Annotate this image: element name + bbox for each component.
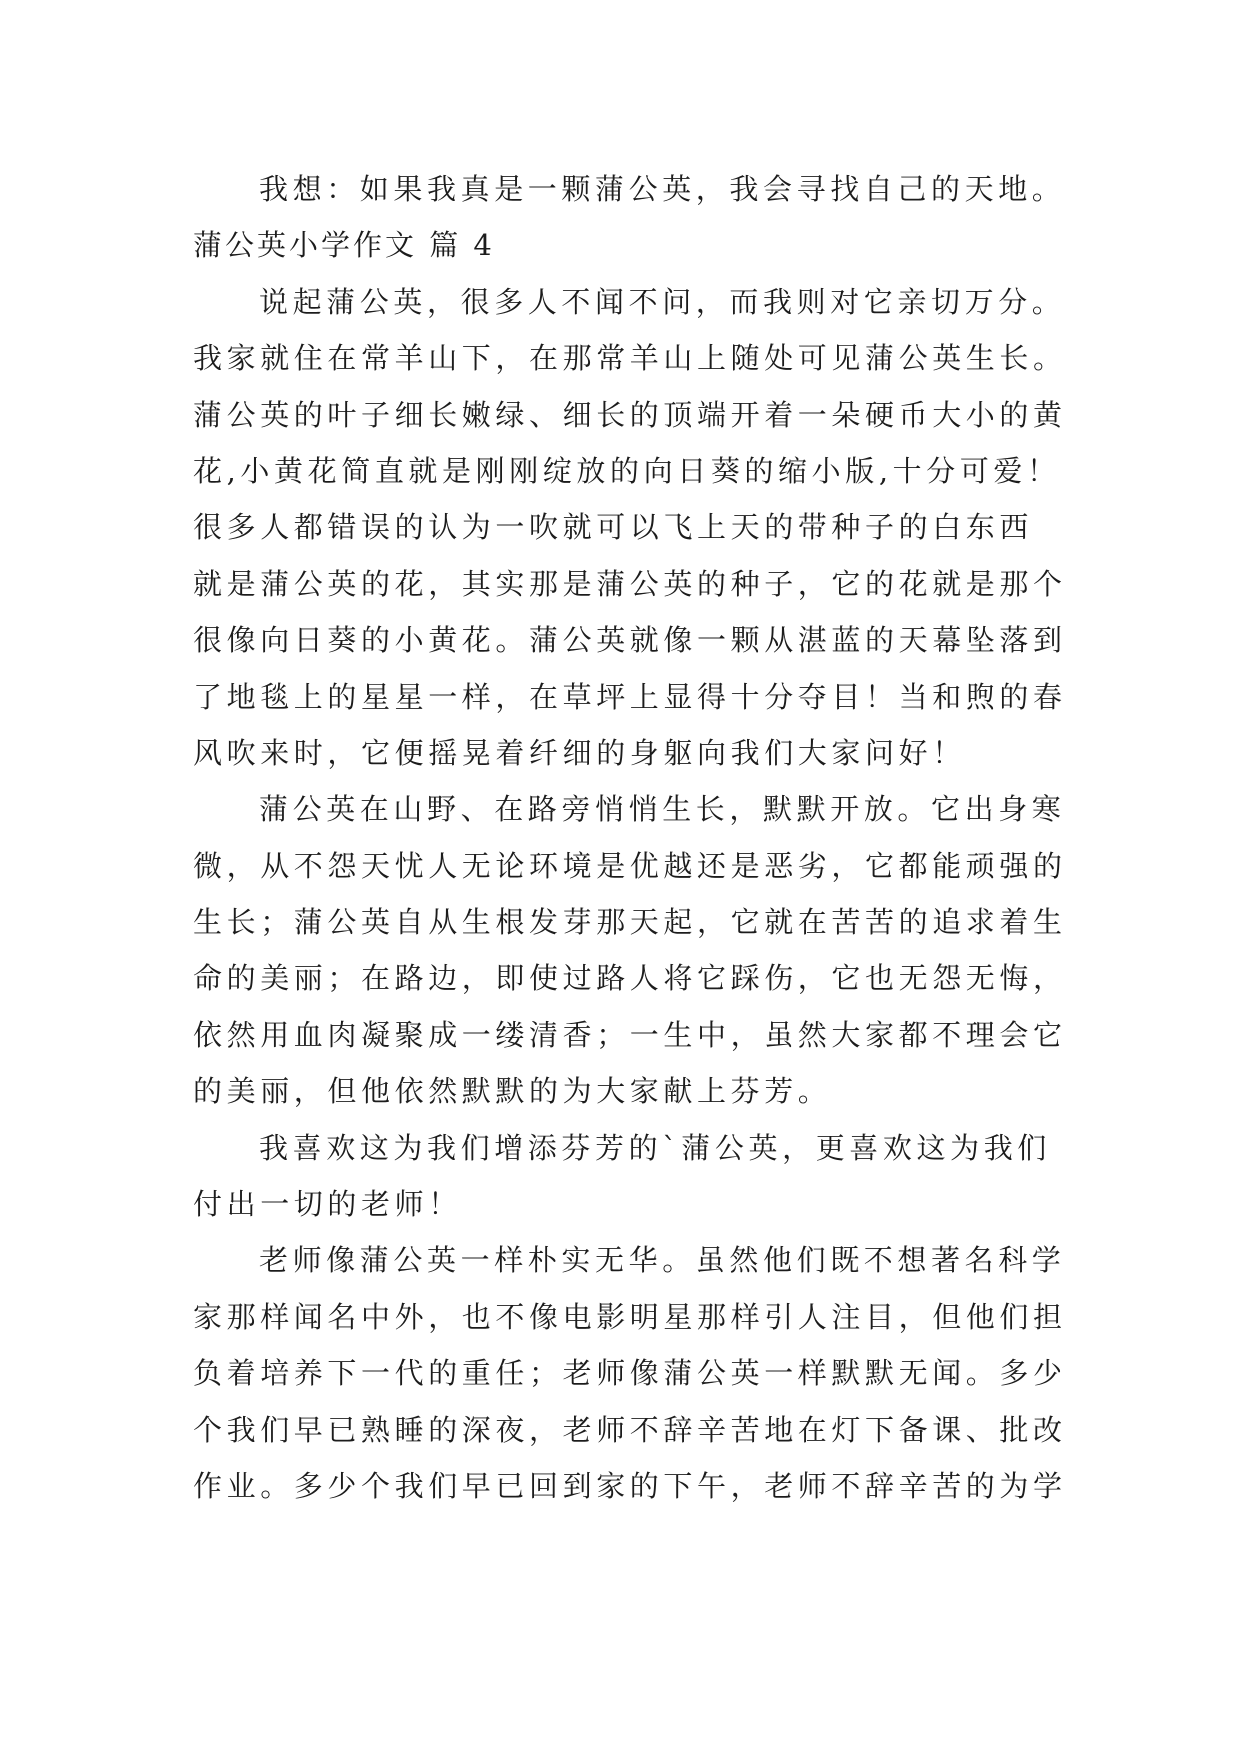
text-line: 家那样闻名中外，也不像电影明星那样引人注目，但他们担 xyxy=(193,1299,1067,1334)
text-line: 就是蒲公英的花，其实那是蒲公英的种子，它的花就是那个 xyxy=(193,566,1067,601)
text-line: 微，从不怨天忧人无论环境是优越还是恶劣，它都能顽强的 xyxy=(193,848,1067,883)
text-line: 负着培养下一代的重任；老师像蒲公英一样默默无闻。多少 xyxy=(193,1356,1067,1391)
text-line: 我想：如果我真是一颗蒲公英，我会寻找自己的天地。 xyxy=(259,172,1066,206)
article-body xyxy=(193,161,1073,1514)
text-line: 了地毯上的星星一样，在草坪上显得十分夺目！当和煦的春 xyxy=(193,679,1067,714)
text-line: 说起蒲公英，很多人不闻不问，而我则对它亲切万分。 xyxy=(259,284,1066,319)
text-line: 作业。多少个我们早已回到家的下午，老师不辞辛苦的为学 xyxy=(193,1468,1067,1503)
text-line: 生长；蒲公英自从生根发芽那天起，它就在苦苦的追求着生 xyxy=(193,905,1067,940)
section-heading: 蒲公英小学作文 篇 4 xyxy=(193,228,495,263)
text-line: 个我们早已熟睡的深夜，老师不辞辛苦地在灯下备课、批改 xyxy=(193,1412,1067,1447)
text-line: 我家就住在常羊山下，在那常羊山上随处可见蒲公英生长。 xyxy=(193,341,1067,376)
text-line: 花,小黄花简直就是刚刚绽放的向日葵的缩小版,十分可爱！ xyxy=(193,453,1061,488)
text-line: 依然用血肉凝聚成一缕清香；一生中，虽然大家都不理会它 xyxy=(193,1017,1067,1052)
text-line: 很像向日葵的小黄花。蒲公英就像一颗从湛蓝的天幕坠落到 xyxy=(193,623,1067,658)
text-line: 风吹来时，它便摇晃着纤细的身躯向我们大家问好！ xyxy=(193,735,966,770)
text-line: 蒲公英的叶子细长嫩绿、细长的顶端开着一朵硬币大小的黄 xyxy=(193,397,1067,432)
text-line: 付出一切的老师！ xyxy=(193,1187,462,1222)
text-line: 我喜欢这为我们增添芬芳的`蒲公英，更喜欢这为我们 xyxy=(259,1130,1051,1165)
text-line: 蒲公英在山野、在路旁悄悄生长，默默开放。它出身寒 xyxy=(259,792,1066,827)
text-line: 命的美丽；在路边，即使过路人将它踩伤，它也无怨无悔， xyxy=(193,961,1067,996)
text-line: 的美丽，但他依然默默的为大家献上芬芳。 xyxy=(193,1074,832,1109)
text-line: 很多人都错误的认为一吹就可以飞上天的带种子的白东西 xyxy=(193,510,1034,545)
text-line: 老师像蒲公英一样朴实无华。虽然他们既不想著名科学 xyxy=(259,1243,1066,1278)
